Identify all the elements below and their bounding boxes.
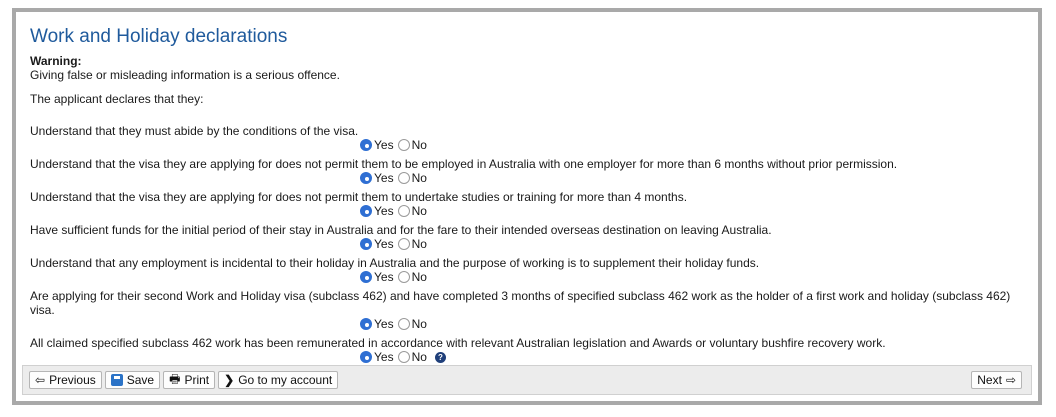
radio-yes-label: Yes: [374, 317, 394, 331]
print-button[interactable]: [163, 371, 215, 389]
radio-no[interactable]: [398, 204, 427, 218]
next-button[interactable]: [971, 371, 1022, 389]
arrow-left-icon: ⇦: [35, 373, 46, 387]
form-content: [16, 12, 1038, 364]
radio-yes-label: Yes: [374, 237, 394, 251]
warning-text: Giving false or misleading information is a serious offence.: [30, 68, 340, 82]
radio-unselected-icon[interactable]: [398, 351, 410, 363]
radio-yes-label: Yes: [374, 138, 394, 152]
radio-unselected-icon[interactable]: [398, 271, 410, 283]
radio-no[interactable]: [398, 138, 427, 152]
radio-no-label: No: [411, 270, 427, 284]
declaration-list: [30, 124, 1024, 364]
warning-heading: Warning:: [30, 54, 82, 68]
radio-yes[interactable]: [360, 171, 394, 185]
yes-no-group: [360, 171, 1024, 185]
save-label: Save: [126, 373, 155, 387]
radio-no[interactable]: [398, 171, 427, 185]
declaration-item: [30, 124, 1024, 152]
radio-selected-icon[interactable]: [360, 205, 372, 217]
declaration-item: [30, 157, 1024, 185]
declaration-item: [30, 336, 1024, 364]
yes-no-group: [360, 350, 1024, 364]
declaration-text: Are applying for their second Work and Holiday visa (subclass 462) and have completed 3 months of specified subclass 462 work as the holder of a first work and holiday (subclass 462) visa.: [30, 289, 1011, 317]
radio-no-label: No: [411, 317, 427, 331]
declaration-text: All claimed specified subclass 462 work has been remunerated in accordance with relevant Australian legislation and Awards or voluntary bushfire recovery work.: [30, 336, 886, 350]
radio-yes-label: Yes: [374, 270, 394, 284]
radio-yes-label: Yes: [374, 350, 394, 364]
go-to-account-button[interactable]: [218, 371, 338, 389]
radio-yes[interactable]: [360, 317, 394, 331]
radio-no-label: No: [411, 237, 427, 251]
radio-unselected-icon[interactable]: [398, 172, 410, 184]
printer-icon: 🖶: [169, 371, 181, 386]
radio-unselected-icon[interactable]: [398, 318, 410, 330]
radio-yes-label: Yes: [374, 171, 394, 185]
radio-selected-icon[interactable]: [360, 139, 372, 151]
radio-no-label: No: [411, 204, 427, 218]
previous-label: Previous: [49, 373, 96, 387]
radio-no-label: No: [411, 350, 427, 364]
radio-yes[interactable]: [360, 204, 394, 218]
save-icon: [111, 374, 123, 386]
yes-no-group: [360, 138, 1024, 152]
declaration-item: [30, 256, 1024, 284]
declaration-item: [30, 190, 1024, 218]
radio-no[interactable]: [398, 317, 427, 331]
save-button[interactable]: [105, 371, 160, 389]
radio-no-label: No: [411, 138, 427, 152]
radio-yes[interactable]: [360, 237, 394, 251]
radio-unselected-icon[interactable]: [398, 205, 410, 217]
account-label: Go to my account: [238, 373, 333, 387]
next-label: Next: [977, 373, 1002, 387]
previous-button[interactable]: [29, 371, 102, 389]
declaration-text: Understand that the visa they are applying for does not permit them to undertake studies or training for more than 4 months.: [30, 190, 688, 204]
declaration-text: Have sufficient funds for the initial period of their stay in Australia and for the fare to their intended overseas destination on leaving Australia.: [30, 223, 772, 237]
radio-unselected-icon[interactable]: [398, 139, 410, 151]
radio-no[interactable]: [398, 237, 427, 251]
declaration-text: Understand that the visa they are applying for does not permit them to be employed in Australia with one employer for more than 6 months without prior permission.: [30, 157, 898, 171]
print-label: Print: [184, 373, 210, 387]
page-title: Work and Holiday declarations: [30, 26, 288, 47]
radio-selected-icon[interactable]: [360, 318, 372, 330]
radio-yes[interactable]: [360, 138, 394, 152]
yes-no-group: [360, 317, 1024, 331]
radio-unselected-icon[interactable]: [398, 238, 410, 250]
radio-selected-icon[interactable]: [360, 172, 372, 184]
declaration-item: [30, 223, 1024, 251]
intro-text: The applicant declares that they:: [30, 92, 204, 106]
declaration-item: [30, 289, 1024, 331]
radio-yes[interactable]: [360, 270, 394, 284]
chevron-right-icon: ❯: [224, 373, 235, 387]
radio-no[interactable]: [398, 270, 427, 284]
yes-no-group: [360, 204, 1024, 218]
radio-selected-icon[interactable]: [360, 351, 372, 363]
help-icon[interactable]: ?: [435, 352, 446, 363]
declaration-text: Understand that any employment is incidental to their holiday in Australia and the purpose of working is to supplement their holiday funds.: [30, 256, 760, 270]
bottom-toolbar: [22, 365, 1032, 395]
radio-no[interactable]: [398, 350, 427, 364]
radio-selected-icon[interactable]: [360, 238, 372, 250]
form-frame: [12, 8, 1042, 405]
declaration-text: Understand that they must abide by the conditions of the visa.: [30, 124, 359, 138]
radio-no-label: No: [411, 171, 427, 185]
radio-selected-icon[interactable]: [360, 271, 372, 283]
radio-yes-label: Yes: [374, 204, 394, 218]
radio-yes[interactable]: [360, 350, 394, 364]
arrow-right-icon: ⇨: [1005, 373, 1016, 387]
yes-no-group: [360, 237, 1024, 251]
yes-no-group: [360, 270, 1024, 284]
